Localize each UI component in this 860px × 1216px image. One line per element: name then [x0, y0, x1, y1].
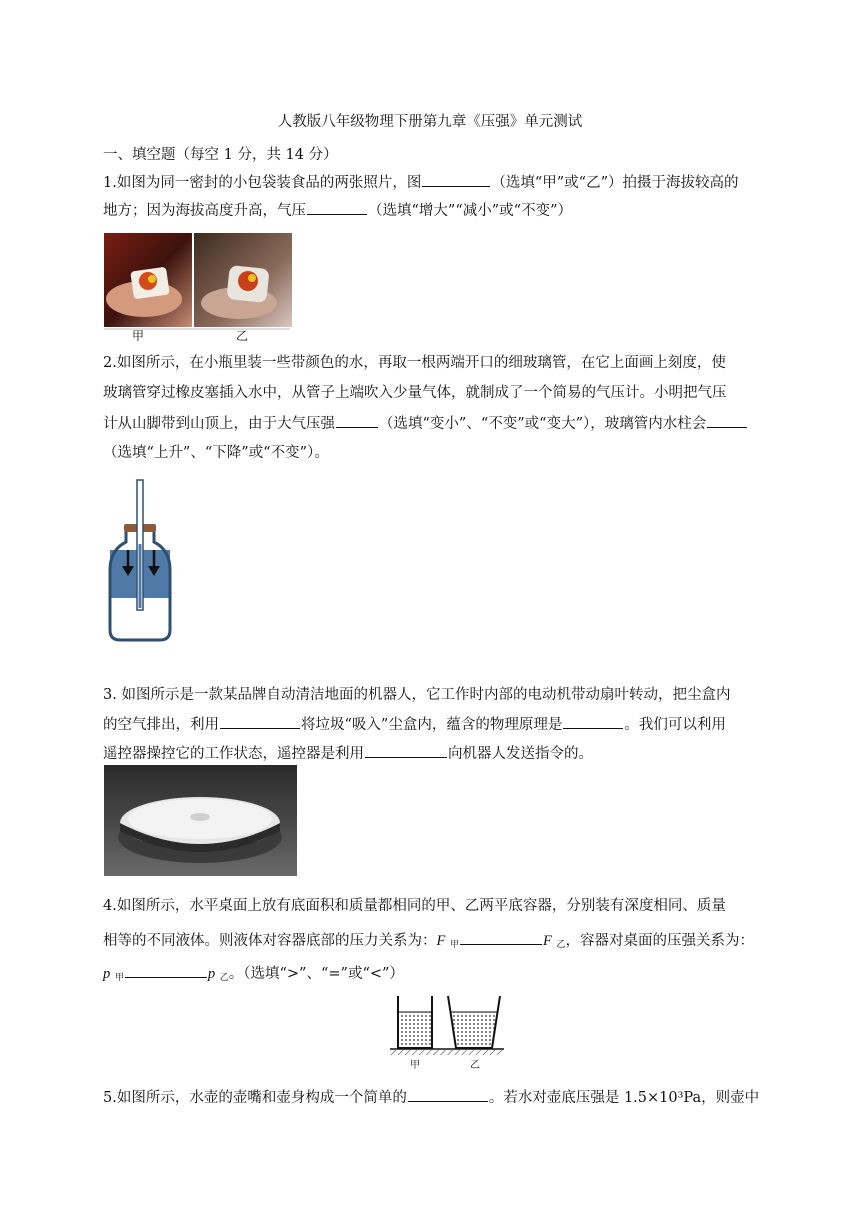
q1-blank-2[interactable] — [307, 200, 367, 215]
section-heading: 一、填空题（每空 1 分，共 14 分） — [103, 147, 338, 163]
q4-line1: 4.如图所示，水平桌面上放有底面积和质量都相同的甲、乙两平底容器，分别装有深度相同、质量 — [103, 898, 726, 914]
q1-line2: 地方；因为海拔高度升高，气压 （选填“增大”“减小”或“不变”） — [103, 200, 763, 221]
q1-caption-yi: 乙 — [236, 329, 249, 343]
q2-line2: 玻璃管穿过橡皮塞插入水中，从管子上端吹入少量气体，就制成了一个简易的气压计。小明把气压 — [103, 385, 727, 401]
q3-blank-1[interactable] — [220, 714, 300, 729]
q4-caption-yi: 乙 — [470, 1060, 480, 1071]
q3-blank-3[interactable] — [365, 743, 447, 758]
q1-blank-1[interactable] — [422, 172, 490, 187]
q3-robot-vacuum-photo — [104, 765, 297, 876]
q2-line1: 2.如图所示，在小瓶里装一些带颜色的水，再取一根两端开口的细玻璃管，在它上面画上刻度，使 — [103, 355, 726, 371]
q4-line3: p $_甲$ p $_乙$。（选填“>”、“=”或“<”） — [103, 963, 763, 988]
q1-food-bag-photos — [104, 233, 294, 345]
document-title: 人教版八年级物理下册第九章《压强》单元测试 — [277, 114, 583, 130]
q4-blank-1[interactable] — [460, 930, 542, 945]
q4-line2: 相等的不同液体。则液体对容器底部的压力关系为：F $_甲$ F $_乙$，容器对桌面的压强关系为： — [103, 930, 763, 955]
q4-containers-diagram — [388, 994, 506, 1072]
q2-line4: （选填“上升”、“下降”或“不变”）。 — [103, 445, 329, 461]
q3-line3: 遥控器操控它的工作状态，遥控器是利用 向机器人发送指令的。 — [103, 743, 763, 764]
q2-blank-2[interactable] — [707, 413, 747, 428]
q3-line2: 的空气排出，利用 将垃圾“吸入”尘盒内，蕴含的物理原理是 。我们可以利用 — [103, 714, 763, 735]
q3-blank-2[interactable] — [563, 714, 623, 729]
q4-blank-2[interactable] — [125, 963, 207, 978]
q2-barometer-bottle-diagram — [104, 478, 176, 644]
q2-line3: 计从山脚带到山顶上，由于大气压强 （选填“变小”、“不变”或“变大”），玻璃管内水柱会 — [103, 413, 763, 434]
q1-line1: 1.如图为同一密封的小包袋装食品的两张照片，图 （选填“甲”或“乙”）拍摄于海拔较高的 — [103, 172, 763, 193]
q2-blank-1[interactable] — [336, 413, 378, 428]
q3-line1: 3. 如图所示是一款某品牌自动清洁地面的机器人，它工作时内部的电动机带动扇叶转动，把尘盒内 — [103, 687, 731, 703]
q5-blank-1[interactable] — [408, 1087, 488, 1102]
q5-line1: 5.如图所示，水壶的壶嘴和壶身构成一个简单的 。若水对壶底压强是 1.5×10³Pa，则壶中 — [103, 1087, 763, 1108]
q4-caption-jia: 甲 — [410, 1060, 420, 1071]
q1-caption-jia: 甲 — [132, 329, 145, 343]
